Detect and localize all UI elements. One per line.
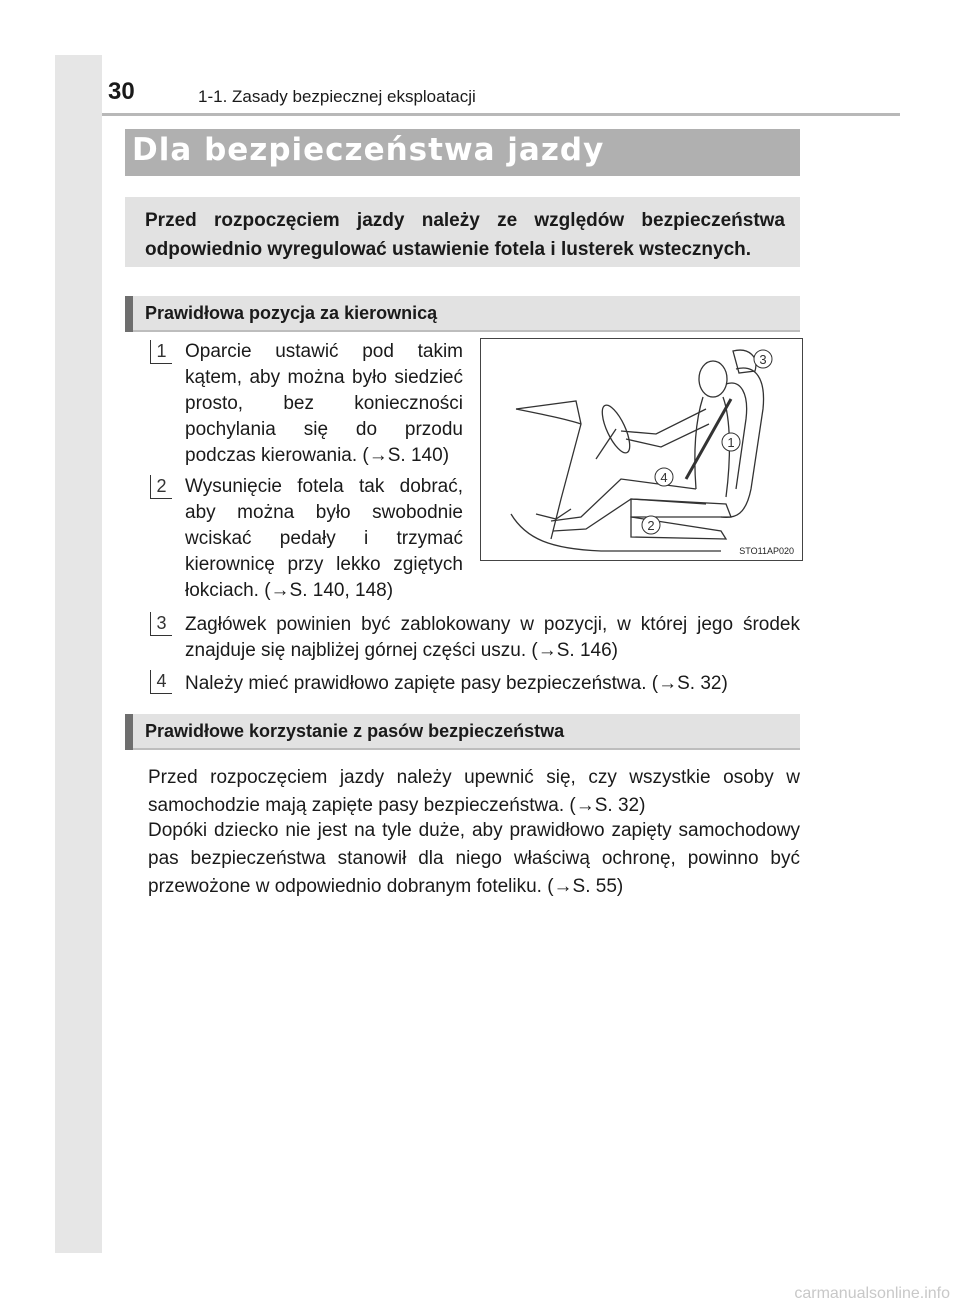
driver-seat-illustration [481,339,804,562]
item-marker-2: 2 [150,475,172,499]
intro-text [145,206,785,264]
figure-code: STO11AP020 [739,546,794,556]
header-rule [102,113,900,116]
item-marker-3: 3 [150,612,172,636]
subheading-seatbelt-use: Prawidłowe korzystanie z pasów bezpieczeństwa [145,721,565,741]
callout-3: 3 [759,352,767,367]
seating-position-figure [480,338,803,561]
side-margin-strip [55,55,102,1253]
paragraph-seatbelt-all: Przed rozpoczęciem jazdy należy upewnić się, czy wszystkie osoby w samochodzie mają zapięte pasy bezpieczeństwa. (→S. 32) [148,767,800,816]
item-text-3: Zagłówek powinien być zablokowany w pozycji, w której jego środek znajduje się najbliżej górnej części uszu. (→S. 146) [185,614,800,661]
item-text-4: Należy mieć prawidłowo zapięte pasy bezpieczeństwa. (→S. 32) [185,673,728,694]
item-marker-1: 1 [150,340,172,364]
callout-1: 1 [727,435,735,450]
callout-2: 2 [647,518,655,533]
item-marker-4: 4 [150,670,172,694]
paragraph-child-seat: Dopóki dziecko nie jest na tyle duże, aby prawidłowo zapięty samochodowy pas bezpieczeństwa stanowił dla niego właściwą ochronę, powinno być przewożone w odpowiednio dobranym foteliku. (→S. 55) [148,820,800,897]
watermark: carmanualsonline.info [794,1285,950,1302]
intro-line-2: odpowiednio wyregulować ustawienie fotela i lusterek wstecznych. [145,239,752,260]
subheading-driving-position: Prawidłowa pozycja za kierownicą [145,303,438,323]
page-title: Dla bezpieczeństwa jazdy [132,132,605,168]
intro-line-1: Przed rozpoczęciem jazdy należy ze względów bezpieczeństwa [145,210,785,231]
page-number: 30 [108,78,135,105]
callout-4: 4 [660,470,668,485]
section-path: 1-1. Zasady bezpiecznej eksploatacji [198,87,476,106]
item-text-2: Wysunięcie fotela tak dobrać, aby można było swobodnie wciskać pedały i trzymać kierownicę przy lekko zgiętych łokciach. (→S. 140, 148) [185,476,463,601]
item-text-1: Oparcie ustawić pod takim kątem, aby można było siedzieć prosto, bez konieczności pochylania się do przodu podczas kierowania. (→S. 140) [185,341,463,466]
